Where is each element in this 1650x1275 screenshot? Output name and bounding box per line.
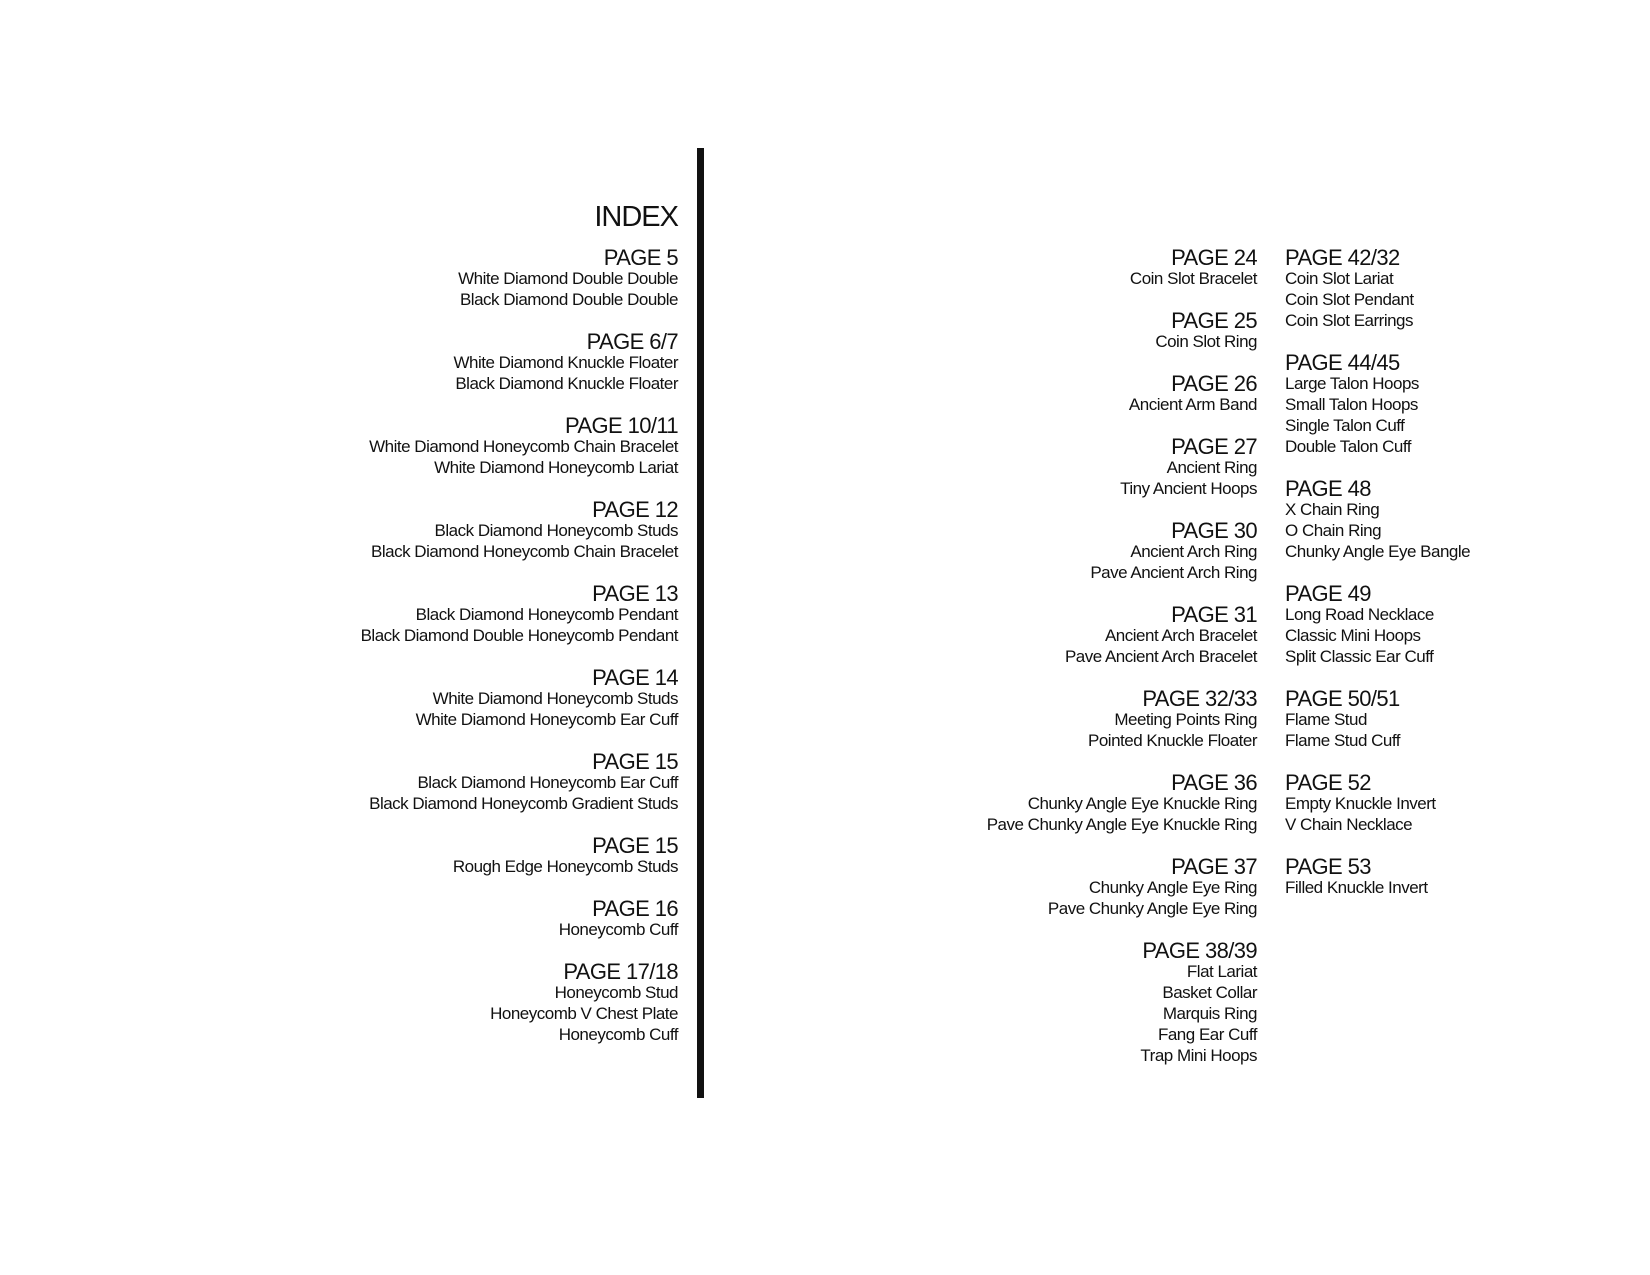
page-heading: PAGE 52 — [1285, 770, 1371, 795]
product-name: Flat Lariat — [1186, 962, 1257, 981]
page-heading: PAGE 26 — [1171, 371, 1257, 396]
product-name: O Chain Ring — [1285, 521, 1382, 540]
product-name: Small Talon Hoops — [1285, 395, 1418, 414]
page-heading: PAGE 50/51 — [1285, 686, 1400, 711]
product-name: V Chain Necklace — [1285, 815, 1413, 834]
product-name: Single Talon Cuff — [1285, 416, 1405, 435]
index-entry — [361, 835, 678, 877]
product-name: Ancient Arch Ring — [1130, 542, 1257, 561]
product-name: Black Diamond Knuckle Floater — [455, 374, 678, 393]
index-entry — [361, 583, 678, 646]
index-entry — [987, 940, 1257, 1066]
index-entry — [1285, 352, 1470, 457]
index-entry — [361, 898, 678, 940]
product-name: Honeycomb Stud — [554, 983, 678, 1002]
index-entry — [1285, 478, 1470, 562]
page-heading: PAGE 15 — [592, 833, 678, 858]
product-name: Coin Slot Lariat — [1285, 269, 1394, 288]
index-entry — [987, 604, 1257, 667]
product-name: White Diamond Knuckle Floater — [453, 353, 678, 372]
page-heading: PAGE 25 — [1171, 308, 1257, 333]
index-entry — [987, 436, 1257, 499]
product-name: Black Diamond Honeycomb Gradient Studs — [369, 794, 678, 813]
product-name: Ancient Arch Bracelet — [1104, 626, 1257, 645]
product-name: Marquis Ring — [1162, 1004, 1257, 1023]
product-name: Empty Knuckle Invert — [1285, 794, 1436, 813]
product-name: Large Talon Hoops — [1285, 374, 1419, 393]
product-name: X Chain Ring — [1285, 500, 1380, 519]
index-entry — [1285, 688, 1470, 751]
product-name: Trap Mini Hoops — [1140, 1046, 1257, 1065]
index-entry — [361, 247, 678, 310]
product-name: White Diamond Double Double — [458, 269, 678, 288]
page-heading: PAGE 15 — [592, 749, 678, 774]
product-name: White Diamond Honeycomb Chain Bracelet — [369, 437, 678, 456]
index-entry — [987, 310, 1257, 352]
product-name: Flame Stud — [1285, 710, 1367, 729]
product-name: White Diamond Honeycomb Lariat — [434, 458, 678, 477]
page-heading: PAGE 49 — [1285, 581, 1371, 606]
page-heading: PAGE 53 — [1285, 854, 1371, 879]
product-name: Black Diamond Honeycomb Ear Cuff — [417, 773, 678, 792]
product-name: Black Diamond Honeycomb Chain Bracelet — [371, 542, 678, 561]
page-heading: PAGE 30 — [1171, 518, 1257, 543]
page-heading: PAGE 48 — [1285, 476, 1371, 501]
product-name: Ancient Arm Band — [1128, 395, 1257, 414]
page-heading: PAGE 14 — [592, 665, 678, 690]
product-name: Classic Mini Hoops — [1285, 626, 1421, 645]
page-heading: PAGE 32/33 — [1142, 686, 1257, 711]
product-name: Black Diamond Honeycomb Studs — [434, 521, 678, 540]
page-heading: PAGE 36 — [1171, 770, 1257, 795]
product-name: Pointed Knuckle Floater — [1088, 731, 1257, 750]
index-entry — [361, 499, 678, 562]
product-name: Honeycomb V Chest Plate — [490, 1004, 678, 1023]
index-column-right — [1285, 247, 1470, 919]
product-name: Fang Ear Cuff — [1157, 1025, 1257, 1044]
page-heading: PAGE 5 — [603, 245, 678, 270]
index-entry — [1285, 247, 1470, 331]
index-entry — [361, 961, 678, 1045]
index-column-left — [361, 247, 678, 1066]
index-column-middle — [987, 247, 1257, 1087]
index-entry — [1285, 583, 1470, 667]
page-heading: PAGE 38/39 — [1142, 938, 1257, 963]
product-name: Honeycomb Cuff — [558, 920, 678, 939]
index-entry — [361, 331, 678, 394]
index-entry — [1285, 856, 1470, 898]
index-entry — [987, 247, 1257, 289]
page-heading: PAGE 37 — [1171, 854, 1257, 879]
product-name: Ancient Ring — [1166, 458, 1257, 477]
index-entry — [361, 415, 678, 478]
product-name: Tiny Ancient Hoops — [1120, 479, 1257, 498]
product-name: Honeycomb Cuff — [558, 1025, 678, 1044]
product-name: Flame Stud Cuff — [1285, 731, 1401, 750]
product-name: Meeting Points Ring — [1114, 710, 1257, 729]
product-name: Pave Ancient Arch Ring — [1090, 563, 1257, 582]
page-heading: PAGE 17/18 — [563, 959, 678, 984]
product-name: Coin Slot Bracelet — [1129, 269, 1257, 288]
page-heading: PAGE 42/32 — [1285, 245, 1400, 270]
product-name: Split Classic Ear Cuff — [1285, 647, 1434, 666]
product-name: Chunky Angle Eye Ring — [1088, 878, 1257, 897]
page-heading: PAGE 24 — [1171, 245, 1257, 270]
product-name: Pave Chunky Angle Eye Knuckle Ring — [986, 815, 1257, 834]
index-entry — [987, 772, 1257, 835]
product-name: Black Diamond Double Double — [459, 290, 678, 309]
product-name: Rough Edge Honeycomb Studs — [452, 857, 678, 876]
index-title: INDEX — [594, 201, 678, 233]
product-name: White Diamond Honeycomb Ear Cuff — [415, 710, 678, 729]
index-entry — [1285, 772, 1470, 835]
product-name: Coin Slot Pendant — [1285, 290, 1414, 309]
page-heading: PAGE 31 — [1171, 602, 1257, 627]
product-name: Chunky Angle Eye Bangle — [1285, 542, 1471, 561]
page-heading: PAGE 44/45 — [1285, 350, 1400, 375]
page-heading: PAGE 6/7 — [586, 329, 678, 354]
product-name: Black Diamond Double Honeycomb Pendant — [360, 626, 678, 645]
product-name: Coin Slot Ring — [1155, 332, 1257, 351]
page-heading: PAGE 13 — [592, 581, 678, 606]
product-name: Black Diamond Honeycomb Pendant — [415, 605, 678, 624]
product-name: Basket Collar — [1162, 983, 1257, 1002]
product-name: Coin Slot Earrings — [1285, 311, 1414, 330]
product-name: Long Road Necklace — [1285, 605, 1434, 624]
index-entry — [361, 751, 678, 814]
page-heading: PAGE 10/11 — [564, 413, 678, 438]
page-heading: PAGE 27 — [1171, 434, 1257, 459]
product-name: Pave Chunky Angle Eye Ring — [1047, 899, 1257, 918]
vertical-divider — [697, 148, 704, 1098]
product-name: White Diamond Honeycomb Studs — [432, 689, 678, 708]
product-name: Pave Ancient Arch Bracelet — [1064, 647, 1257, 666]
index-entry — [987, 856, 1257, 919]
page-heading: PAGE 12 — [592, 497, 678, 522]
index-entry — [987, 520, 1257, 583]
product-name: Filled Knuckle Invert — [1285, 878, 1428, 897]
product-name: Chunky Angle Eye Knuckle Ring — [1027, 794, 1257, 813]
index-entry — [987, 373, 1257, 415]
page-heading: PAGE 16 — [592, 896, 678, 921]
product-name: Double Talon Cuff — [1285, 437, 1412, 456]
index-entry — [361, 667, 678, 730]
index-entry — [987, 688, 1257, 751]
